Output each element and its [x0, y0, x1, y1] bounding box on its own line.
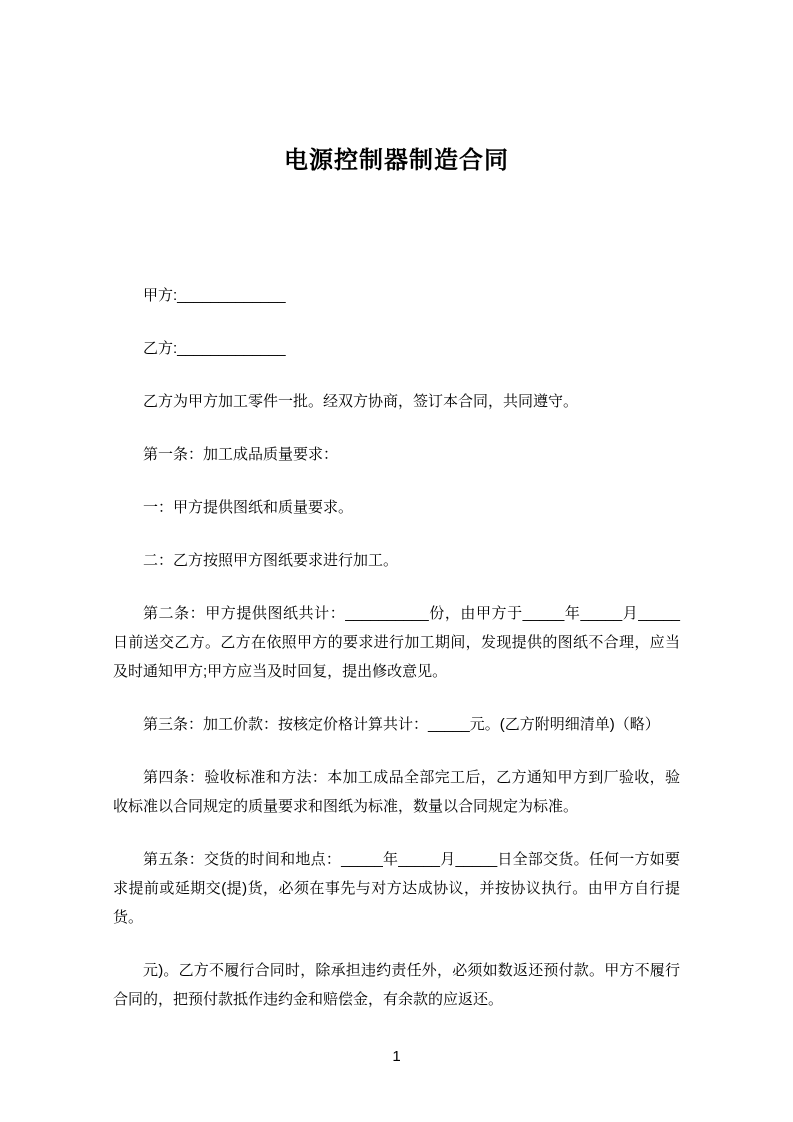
clause-3-paragraph: 第三条：加工价款：按核定价格计算共计：_____元。(乙方附明细清单)（略） — [143, 716, 660, 733]
refund-clause-fragment: 元)。乙方不履行合同时，除承担违约责任外，必须如数返还预付款。甲方不履行合同的，把预付款抵作违约金和赔偿金，有余款的应返还。 — [113, 962, 680, 1008]
document-title: 电源控制器制造合同 — [284, 147, 509, 174]
clause-4-paragraph: 第四条：验收标准和方法：本加工成品全部完工后，乙方通知甲方到厂验收，验收标准以合同规定的质量要求和图纸为标准，数量以合同规定为标准。 — [113, 769, 680, 815]
document-body — [113, 281, 680, 1038]
clause-1-item-1: 一：甲方提供图纸和质量要求。 — [143, 499, 354, 516]
clause-1-item-2: 二：乙方按照甲方图纸要求进行加工。 — [143, 552, 399, 569]
preamble-paragraph: 乙方为甲方加工零件一批。经双方协商，签订本合同，共同遵守。 — [143, 393, 579, 410]
clause-5-paragraph: 第五条：交货的时间和地点：_____年_____月_____日全部交货。任何一方如要求提前或延期交(提)货，必须在事先与对方达成协议，并按协议执行。由甲方自行提货。 — [113, 851, 680, 926]
clause-2-paragraph: 第二条：甲方提供图纸共计：__________份，由甲方于_____年_____月_____日前送交乙方。乙方在依照甲方的要求进行加工期间，发现提供的图纸不合理，应当及时通知甲方;甲方应当及时回复，提出修改意见。 — [113, 605, 680, 680]
page-number: 1 — [392, 1048, 401, 1065]
clause-1-heading: 第一条：加工成品质量要求： — [143, 446, 339, 463]
party-b-line: 乙方:_____________ — [143, 340, 286, 357]
party-a-line: 甲方:_____________ — [143, 287, 286, 304]
